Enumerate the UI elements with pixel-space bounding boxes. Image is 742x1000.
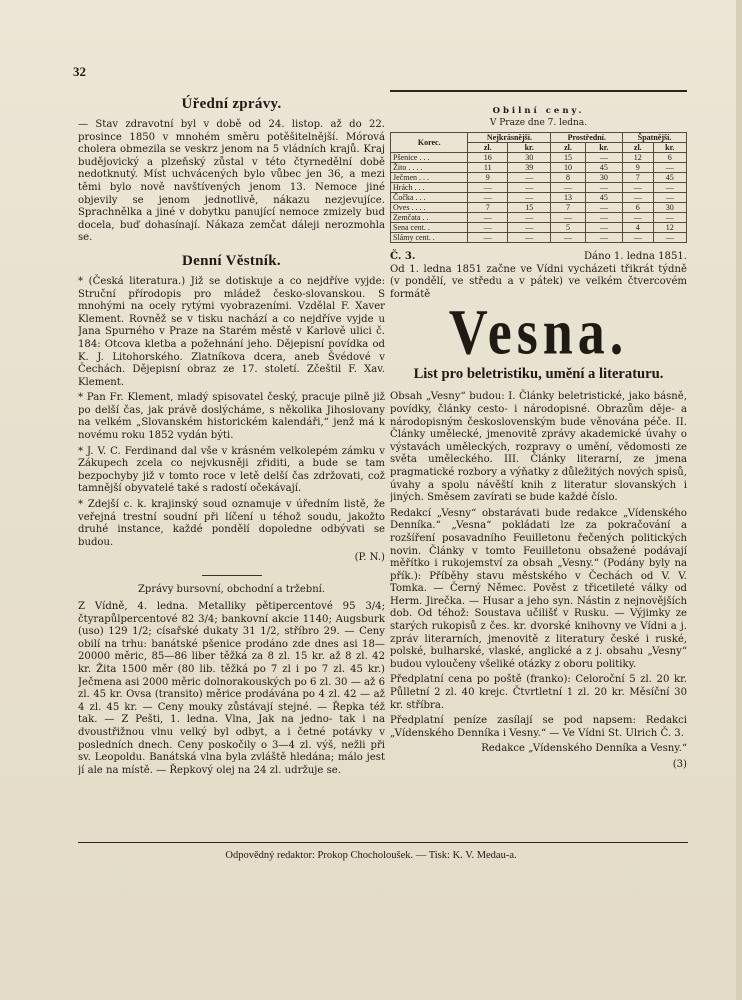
table-row — [391, 163, 687, 173]
vesna-ad-number: (3) — [672, 759, 687, 770]
table-cell-price: — — [653, 183, 686, 193]
table-cell-price: 13 — [551, 193, 585, 203]
vesna-contents: Obsah „Vesny“ budou: I. Články beletristické, jako básně, povídky, články cesto- i národopisné. Obrazům děje- a národopisným československým bude věnována péče. II. Články umělecké, jmenovitě zprávy akademické úvahy o výstavách uměleckých, rozpravy o umění, vědomosti ze světa uměleckého. III. Články literarní, ze jmena pragmatické rozbory a výňatky z důležitých nových spisů, úvahy a spolu návěští knih z literatur slovanských i jiných. Směsem zavírati se bude každé číslo. — [390, 391, 687, 504]
table-cell-price: — — [508, 233, 551, 243]
table-cell-price: — — [508, 193, 551, 203]
table-cell-price: — — [551, 213, 585, 223]
table-cell-price: — — [653, 213, 686, 223]
grain-prices-table — [390, 132, 687, 243]
right-column — [390, 88, 687, 848]
table-cell-price: — — [653, 233, 686, 243]
table-cell-price: — — [468, 223, 508, 233]
table-cell-price: — — [653, 163, 686, 173]
vesna-subscription-price: Předplatní cena po poště (franko): Celoroční 5 zl. 20 kr. Půlletní 2 zl. 40 krejc. Čtvrtletní 1 zl. 20 kr. Měsíční 30 kr. stříbra. — [390, 674, 687, 711]
table-cell-price: — — [551, 233, 585, 243]
table-cell-price: 9 — [623, 163, 653, 173]
table-cell-price: — — [468, 213, 508, 223]
table-cell-price: 7 — [551, 203, 585, 213]
table-cell-commodity: Čočka . . . — [391, 193, 468, 203]
table-cell-price: 45 — [653, 173, 686, 183]
table-header-zl: zl. — [468, 143, 508, 153]
table-cell-price: 15 — [508, 203, 551, 213]
table-cell-price: — — [508, 173, 551, 183]
table-cell-price: — — [468, 193, 508, 203]
table-cell-commodity: Sena cent. . — [391, 223, 468, 233]
table-cell-commodity: Hrách . . . — [391, 183, 468, 193]
table-cell-price: — — [623, 193, 653, 203]
table-cell-price: — — [468, 233, 508, 243]
table-cell-commodity: Oves . . . . — [391, 203, 468, 213]
table-header-best: Nejkrásnější. — [468, 133, 551, 143]
table-row — [391, 203, 687, 213]
table-cell-price: 15 — [551, 153, 585, 163]
daily-item-ferdinand: * J. V. C. Ferdinand dal vše v krásném velkolepém zámku v Zákupech zcela co nejvkusněji zřiditi, a bude se tam bezpochyby již v tomto roce v letě delší čas zdržovati, což tamnější obyvatelé také s radostí očekávají. — [78, 445, 385, 495]
table-cell-price: 30 — [508, 153, 551, 163]
vesna-subscription-address: Předplatní peníze zasílají se pod napsem: Redakci „Vídenského Denníka i Vesny.“ — Ve Vídni St. Ulrich Č. 3. — [390, 715, 687, 739]
table-cell-price: 4 — [623, 223, 653, 233]
table-row — [391, 213, 687, 223]
table-row — [391, 173, 687, 183]
table-cell-price: — — [468, 183, 508, 193]
table-header-korec: Korec. — [391, 133, 468, 153]
table-cell-commodity: Pšenice . . . — [391, 153, 468, 163]
section-heading-daily: Denní Věstník. — [182, 252, 281, 269]
table-header-zl: zl. — [623, 143, 653, 153]
table-row — [391, 233, 687, 243]
vesna-signature: Redakce „Vídenského Denníka a Vesny.“ — [481, 743, 687, 755]
grain-prices-title: Obilní ceny. — [492, 106, 585, 116]
table-cell-price: 10 — [551, 163, 585, 173]
table-cell-commodity: Zemčata . . — [391, 213, 468, 223]
table-cell-price: 12 — [623, 153, 653, 163]
table-cell-commodity: Ječmen . . . — [391, 173, 468, 183]
table-cell-price: — — [585, 223, 623, 233]
table-header-zl: zl. — [551, 143, 585, 153]
table-header-kr: kr. — [653, 143, 686, 153]
table-cell-price: 12 — [653, 223, 686, 233]
vesna-editorial: Redakcí „Vesny“ obstarávati bude redakce „Vídenského Denníka.“ „Vesna“ pokládati lze za pokračování a rozšíření posavadního Feuilletonu řečených politických novin. Články v tomto Feuilletonu obsažené podávají měřítko i rukojemství za obsah „Vesny.“ (Podány byly na přík.): Příběhy stavu městského v Čechách od V. V. Tomka. — Černý Němec. Pověst z třicetileté války od Herm. Jirečka. — Husar a jeho syn. Nástin z nejnovějších dob. Od téhož: Soustava učilišť v Rusku. — Výjimky ze starých rukopisů z čes. kr. dvorské knihovny ve Vídni a j. zpráv literarních, jmenovitě z literatury české i ruské, polské, bulharské, vlaské, anglické a z j. obsahu „Vesny“ budou vyloučeny všeliké otázky z oboru politiky. — [390, 507, 687, 670]
table-cell-price: — — [623, 213, 653, 223]
table-cell-price: — — [623, 183, 653, 193]
table-row — [391, 183, 687, 193]
footer-rule — [78, 842, 688, 843]
table-row — [391, 223, 687, 233]
table-row — [391, 193, 687, 203]
grain-prices-body — [391, 153, 687, 243]
section-heading-market: Zprávy bursovní, obchodní a tržební. — [137, 584, 326, 595]
issue-line — [390, 251, 687, 264]
imprint-footer: Odpovědný redaktor: Prokop Chocholoušek. — Tisk: K. V. Medau-a. — [225, 850, 517, 861]
table-header-worst: Špatnější. — [623, 133, 687, 143]
issue-number: Č. 3. — [390, 251, 416, 262]
market-report-text: Z Vídně, 4. ledna. Metalliky pětipercentové 95 3/4; čtyrapůlpercentové 82 3/4; bankovní akcie 1140; Augsburk (uso) 129 1/2; císařské dukaty 31 1/2, stříbro 29. — Ceny obilí na trhu: banátské pšenice prodáno zde dnes asi 18—20000 měric, 85—86 liber těžká za 8 zl. 15 kr. až 8 zl. 42 kr. Žita 1500 měr (80 lib. těžká po 7 zl i po 7 zl. 45 kr.) Ječmena asi 2000 měric dolnorakouských po 6 zl. 30 — až 6 zl. 45 kr. Ovsa (transito) měrice prodávána po 4 zl. 42 — až 4 zl. 45 kr. — Ceny mouky zůstávají stejné. — Řepka též tak. — Z Pešti, 1. ledna. Vlna, Jak na jedno- tak i na dvoustřižnou vlnu velký byl odbyt, a i četné potávky v posledních dnech. Ceny poskočily o 3—4 zl. výš, nežli při sv. Leopoldu. Banátská vlna byla zvláště hledána; málo jest jí ale na místě. — Řepkový olej na 24 zl. udržuje se. — [78, 601, 385, 776]
table-cell-price: 11 — [468, 163, 508, 173]
table-header-mid: Prostřední. — [551, 133, 623, 143]
official-news-text: — Stav zdravotní byl v době od 24. listop. až do 22. prosince 1850 v mnohém směru potěšitelnější. Mórová cholera obmezila se veskrz jenom na 5 vládních krajů. Kraj budějovický a plzeňský zůstal v této čtyrnedělní době nedotknutý. Míst uchvácených bylo vůbec jen 36, a mezi těmi bylo nově navštívených jenom 13. Nemoce jiné objevily se jenom jednotlivě, nákazu nezjevujíce. Sprachnělka a jiné v dobytku panující nemoce zmizely buď docela, buď dohasínají. Nákaza zemčat dáleji nerozmohla se. — [78, 119, 385, 244]
table-cell-price: — — [508, 223, 551, 233]
table-header-kr: kr. — [508, 143, 551, 153]
table-cell-price: 7 — [623, 173, 653, 183]
vesna-intro: Od 1. ledna 1851 začne ve Vídni vycházeti třikrát týdně (v pondělí, ve středu a v pátek) ve velkém čtvercovém formátě — [390, 263, 687, 300]
daily-item-klement: * Pan Fr. Klement, mladý spisovatel český, pracuje pilně již po delší čas, jak právě doslýcháme, s několika Jihoslovany na velkém „Slovanském historickém kalendáři,“ jenž má k novému roku 1852 vydán býti. — [78, 392, 385, 442]
daily-item-court: * Zdejší c. k. krajinský soud oznamuje v úředním listě, že veřejná trestní soudní při líčení u téhož soudu, jakožto druhé instance, každé pondělí dopoledne odbývati se budou. — [78, 499, 385, 548]
table-cell-price: — — [508, 213, 551, 223]
table-cell-price: 30 — [585, 173, 623, 183]
left-column — [78, 88, 385, 838]
table-cell-price: — — [585, 153, 623, 163]
table-cell-price: — — [508, 183, 551, 193]
grain-prices-subtitle: V Praze dne 7. ledna. — [489, 118, 588, 128]
section-heading-official: Úřední zprávy. — [181, 96, 282, 112]
table-row — [391, 153, 687, 163]
issue-date: Dáno 1. ledna 1851. — [583, 251, 687, 262]
table-cell-price: — — [585, 203, 623, 213]
divider — [202, 575, 262, 576]
table-cell-price: 16 — [468, 153, 508, 163]
vesna-subtitle: List pro beletristiku, umění a literaturu. — [413, 366, 664, 383]
table-cell-commodity: Slámy cent. . — [391, 233, 468, 243]
table-cell-price: — — [585, 183, 623, 193]
page-number: 32 — [73, 64, 86, 79]
table-cell-price: 6 — [623, 203, 653, 213]
table-cell-price: 9 — [468, 173, 508, 183]
table-cell-price: — — [585, 233, 623, 243]
table-cell-price: — — [551, 183, 585, 193]
table-cell-price: 8 — [551, 173, 585, 183]
table-cell-price: — — [653, 193, 686, 203]
table-cell-price: — — [623, 233, 653, 243]
table-cell-price: 5 — [551, 223, 585, 233]
table-cell-price: 39 — [508, 163, 551, 173]
table-cell-price: 45 — [585, 193, 623, 203]
top-rule — [390, 90, 687, 92]
daily-item-literature: * (Česká literatura.) Již se dotiskuje a co nejdříve vyjde: Struční přírodopis pro mládež česko-slovanskou. S mnohými na ocely rytými vyobrazeními. Vzdělal F. Xaver Klement. Rovněž se v tisku nachází a co nejdříve vyjde u Jana Spurného v Praze na Starém městě v Karlově ulici č. 184: Otcova kletba a požehnání jeho. Dějepisní povídka od K. J. Litohorského. Zlatníkova dcera, aneb Švédové v Čechách. Dějepisní obraz ze 17. století. Zčeštil F. Xav. Klement. — [78, 275, 385, 388]
table-cell-price: 6 — [653, 153, 686, 163]
table-cell-price: 30 — [653, 203, 686, 213]
daily-item-source: (P. N.) — [354, 552, 385, 564]
table-header-kr: kr. — [585, 143, 623, 153]
table-cell-commodity: Žito . . . . — [391, 163, 468, 173]
vesna-banner: Vesna. — [448, 296, 629, 369]
table-cell-price: — — [585, 213, 623, 223]
table-cell-price: 7 — [468, 203, 508, 213]
table-cell-price: 45 — [585, 163, 623, 173]
